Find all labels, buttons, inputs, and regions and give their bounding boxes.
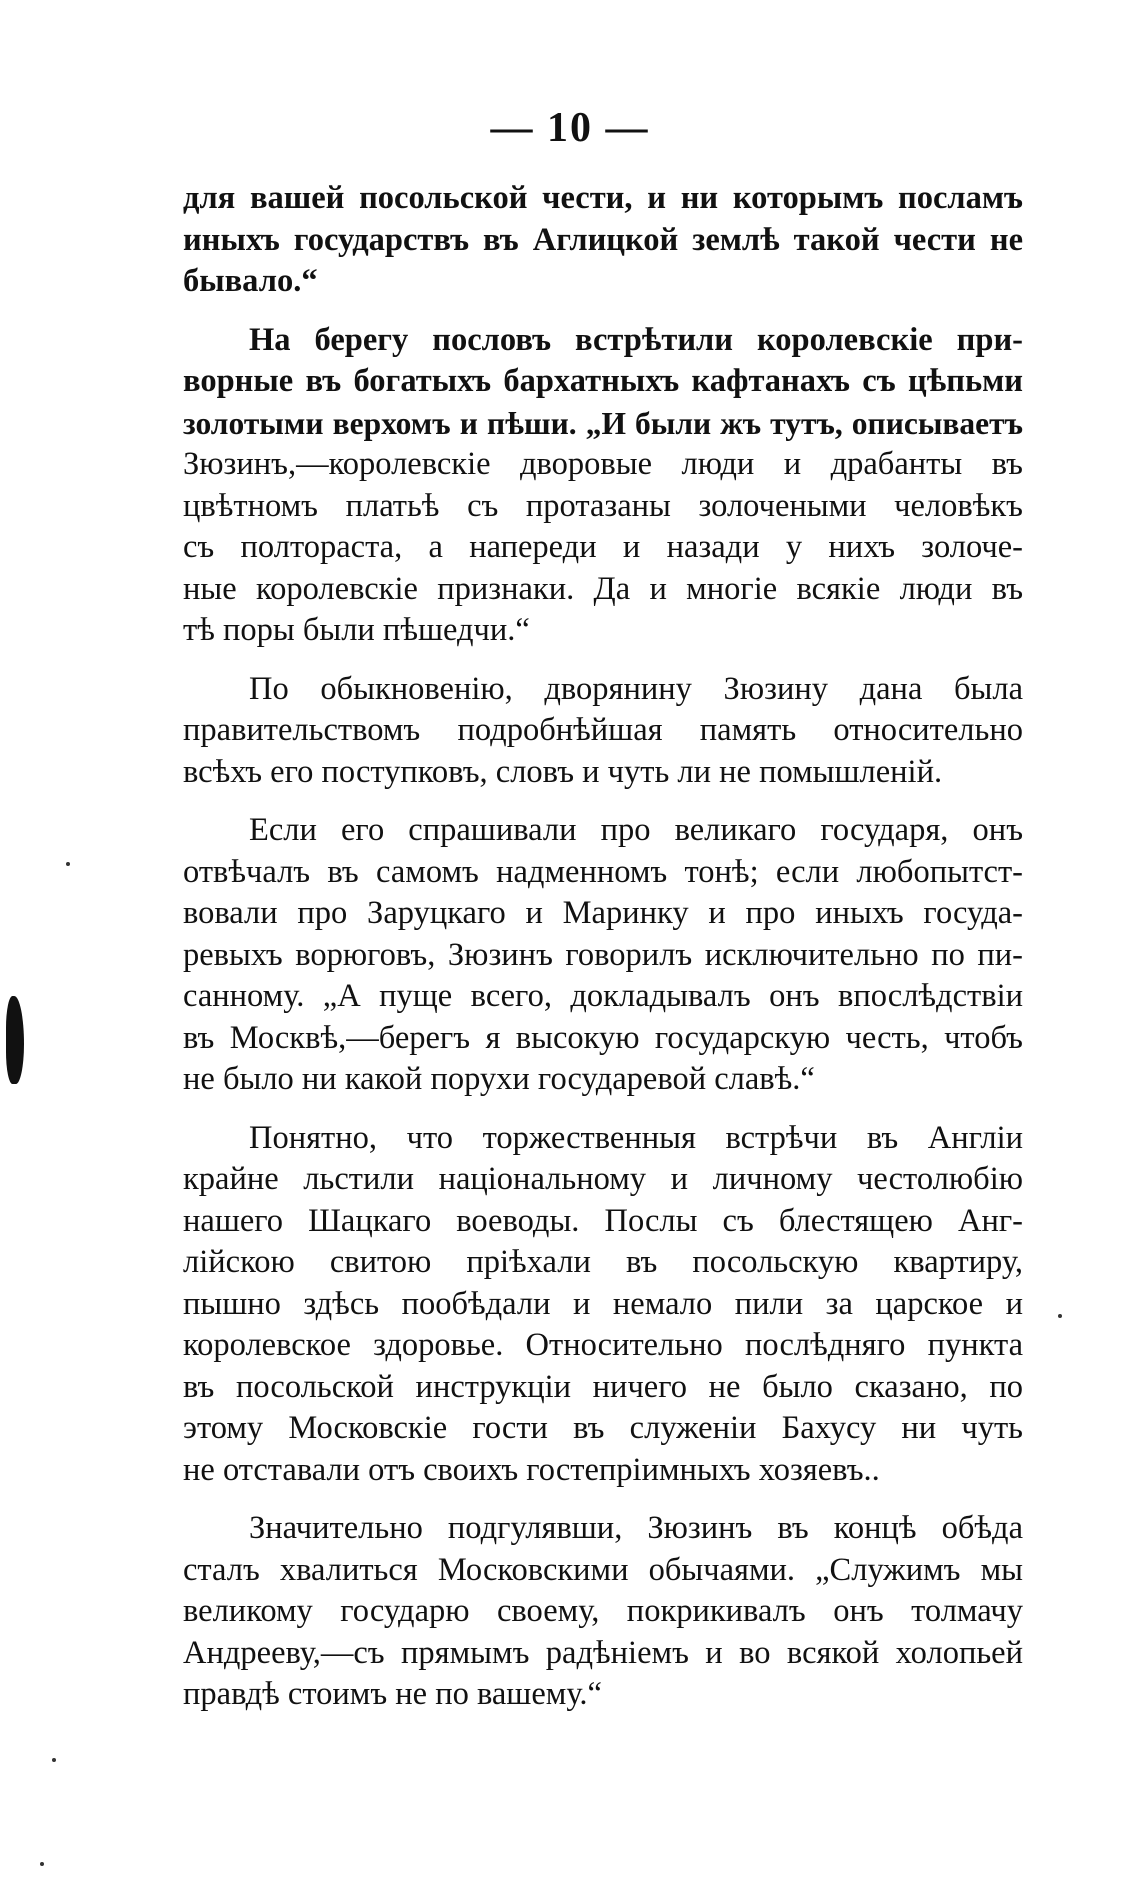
speck xyxy=(1058,1314,1062,1318)
text-line: великому государю своему, покрикивалъ онъ толмачу xyxy=(183,1593,1023,1629)
text-line: въ посольской инструкціи ничего не было сказано, по xyxy=(183,1368,1023,1405)
text-line: ворные въ богатыхъ бархатныхъ кафтанахъ съ цѣпьми xyxy=(183,363,1023,399)
text-line: ревыхъ ворюговъ, Зюзинъ говорилъ исключительно по пи- xyxy=(183,936,1023,973)
text-line: сталъ хвалиться Московскими обычаями. „Служимъ мы xyxy=(183,1551,1023,1588)
paragraph-6 xyxy=(183,1508,1023,1716)
speck xyxy=(52,1758,56,1762)
paragraph-3 xyxy=(183,669,1023,794)
text-line: этому Московскіе гости въ служеніи Бахусу ни чуть xyxy=(183,1410,1023,1446)
text-line: Андрееву,—съ прямымъ радѣніемъ и во всякой холопьей xyxy=(183,1634,1023,1671)
text-line: правительствомъ подробнѣйшая память относительно xyxy=(183,712,1023,748)
paragraph-2 xyxy=(183,320,1023,652)
text-line: золотыми верхомъ и пѣши. „И были жъ тутъ, описываетъ xyxy=(183,405,1023,441)
text-line: для вашей посольской чести, и ни которымъ посламъ xyxy=(183,180,1023,216)
speck xyxy=(40,1862,44,1866)
text-line: отвѣчалъ въ самомъ надменномъ тонѣ; если любопытст- xyxy=(183,853,1023,890)
text-line: На берегу пословъ встрѣтили королевскіе при- xyxy=(249,321,1023,358)
text-line: всѣхъ его поступковъ, словъ и чуть ли не помышленій. xyxy=(183,753,943,790)
binding-mark xyxy=(6,996,24,1084)
text-line: въ Москвѣ,—берегъ я высокую государскую честь, чтобъ xyxy=(183,1019,1023,1056)
text-line: цвѣтномъ платьѣ съ протазаны золочеными человѣкъ xyxy=(183,487,1023,524)
speck xyxy=(66,862,70,866)
text-line: Если его спрашивали про великаго государя, онъ xyxy=(249,812,1023,848)
text-line: Понятно, что торжественныя встрѣчи въ Англіи xyxy=(249,1119,1023,1156)
text-line: Зюзинъ,—королевскіе дворовые люди и драбанты въ xyxy=(183,446,1023,482)
text-line: бывало.“ xyxy=(183,263,318,299)
paragraph-5 xyxy=(183,1118,1023,1492)
text-line: пышно здѣсь пообѣдали и немало пили за царское и xyxy=(183,1285,1023,1322)
text-line: тѣ поры были пѣшедчи.“ xyxy=(183,612,530,648)
text-line: По обыкновенію, дворянину Зюзину дана была xyxy=(249,670,1023,707)
text-line: не отставали отъ своихъ гостепріимныхъ хозяевъ.. xyxy=(183,1451,880,1488)
text-line: Значительно подгулявши, Зюзинъ въ концѣ обѣда xyxy=(249,1510,1023,1546)
page-number: — 10 — xyxy=(490,105,650,151)
text-line: лійскою свитою пріѣхали въ посольскую квартиру, xyxy=(183,1244,1023,1280)
text-line: съ полтораста, а напереди и назади у нихъ золоче- xyxy=(183,529,1023,565)
paragraph-4 xyxy=(183,810,1023,1101)
text-line: иныхъ государствъ въ Аглицкой землѣ такой чести не xyxy=(183,221,1023,258)
text-line: ные королевскіе признаки. Да и многіе всякіе люди въ xyxy=(183,570,1023,607)
paragraph-1 xyxy=(183,178,1023,303)
text-line: королевское здоровье. Относительно послѣдняго пункта xyxy=(183,1327,1023,1363)
text-line: правдѣ стоимъ не по вашему.“ xyxy=(183,1676,602,1712)
text-line: санному. „А пуще всего, докладывалъ онъ впослѣдствіи xyxy=(183,978,1023,1014)
text-line: вовали про Заруцкаго и Маринку и про иныхъ госуда- xyxy=(183,895,1023,931)
text-line: крайне льстили національному и личному честолюбію xyxy=(183,1161,1023,1197)
text-body xyxy=(183,178,1023,1733)
text-line: нашего Шацкаго воеводы. Послы съ блестящею Анг- xyxy=(183,1202,1023,1239)
text-line: не было ни какой порухи государевой славѣ.“ xyxy=(183,1061,815,1097)
